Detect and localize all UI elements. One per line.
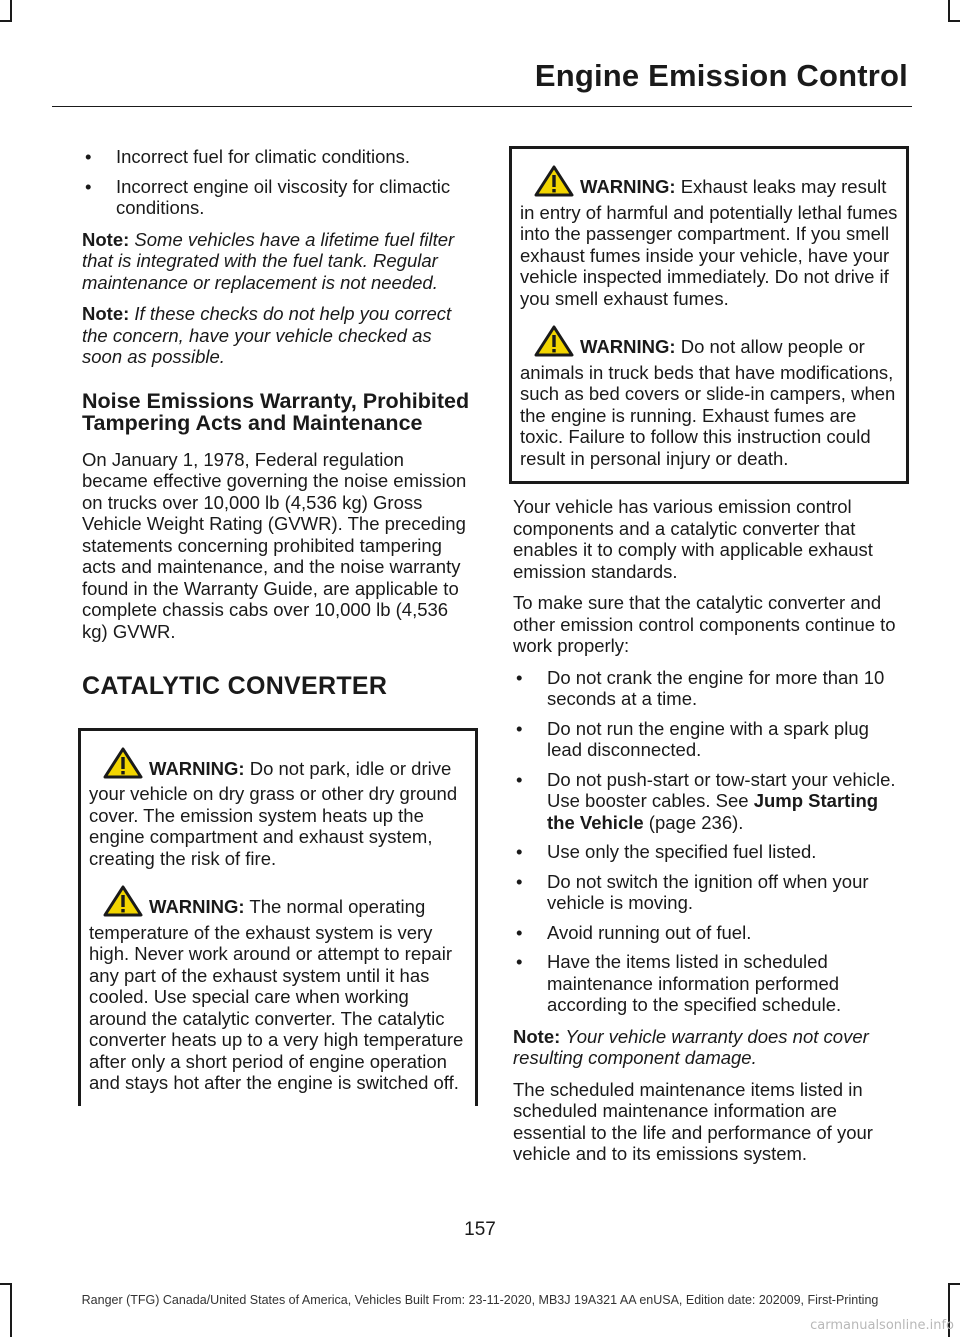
bullet-glyph: • [516,666,523,688]
footer-text: Ranger (TFG) Canada/United States of America, Vehicles Built From: 23-11-2020, MB3J 19A321 AA enUSA, Edition date: 202009, First-Printing [81,1293,879,1307]
bullet-glyph: • [516,870,523,892]
note-paragraph: Note: If these checks do not help you correct the concern, have your vehicle checked as soon as possible. [82,303,452,367]
list-item: • Do not push-start or tow-start your vehicle. Use booster cables. See Jump Starting the Vehicle (page 236). [516,768,896,833]
warning-box [509,146,909,484]
list-item: • Have the items listed in scheduled maintenance information performed according to the specified schedule. [516,951,842,1015]
bullet-glyph: • [85,146,92,167]
body-paragraph: To make sure that the catalytic converter and other emission control components continue to work properly: [513,592,896,656]
section-heading: CATALYTIC CONVERTER [82,672,388,700]
body-paragraph: The scheduled maintenance items listed in scheduled maintenance information are essential to the life and performance of your vehicle and to its emissions system. [513,1078,873,1164]
list-item: • Use only the specified fuel listed. [516,841,817,862]
crop-mark [0,1283,12,1285]
header-rule [52,106,912,107]
crop-mark [948,0,950,22]
warning-triangle-icon [103,747,143,784]
page-number: 157 [464,1219,496,1240]
bullet-glyph: • [516,841,523,862]
crop-mark [0,20,12,22]
warning-triangle-icon [103,885,143,922]
page-title: Engine Emission Control [534,58,908,93]
body-paragraph: On January 1, 1978, Federal regulation became effective governing the noise emission on trucks over 10,000 lb (4,536 kg) Gross Vehicle Weight Rating (GVWR). The preceding statements concerning prohibited tampering acts and maintenance, and the noise warranty found in the Warranty Guide, are applicable to complete chassis cabs over 10,000 lb (4,536 kg) GVWR. [82,448,467,642]
jump-starting-link[interactable]: Jump Starting the Vehicle [547,790,879,833]
bullet-glyph: • [85,175,92,197]
list-item: • Do not switch the ignition off when your vehicle is moving. [516,870,869,913]
warning-paragraph: WARNING: The normal operating temperature of the exhaust system is very high. Never work around or attempt to repair any part of the exhaust system until it has cooled. Use special care when working around the catalytic converter. The catalytic converter heats up to a very high temperature after only a short period of engine operation and stays hot after the engine is switched off. [89,885,469,1094]
note-paragraph: Note: Your vehicle warranty does not cover resulting component damage. [513,1025,869,1068]
right-column [513,146,905,1175]
list-item: • Avoid running out of fuel. [516,921,752,943]
bullet-list [513,667,905,1016]
bullet-glyph: • [516,717,523,739]
crop-mark [948,20,960,22]
warning-box [78,728,478,1106]
note-paragraph: Note: Some vehicles have a lifetime fuel filter that is integrated with the fuel tank. Regular maintenance or replacement is not needed. [82,228,455,293]
warning-paragraph: WARNING: Do not allow people or animals in truck beds that have modifications, such as bed covers or slide-in campers, when the engine is running. Exhaust fumes are toxic. Failure to follow this instruction could result in personal injury or death. [520,325,900,469]
list-item: • Incorrect fuel for climatic conditions. [85,146,411,167]
crop-mark [10,1283,12,1337]
bullet-glyph: • [516,951,523,972]
left-column [82,146,474,1118]
body-paragraph: Your vehicle has various emission control components and a catalytic converter that enables it to comply with applicable exhaust emission standards. [513,496,873,582]
watermark: carmanualsonline.info [810,1318,954,1333]
list-item: • Do not crank the engine for more than 10 seconds at a time. [516,666,885,709]
bullet-glyph: • [516,768,523,790]
warning-paragraph: WARNING: Exhaust leaks may result in entry of harmful and potentially lethal fumes into the passenger compartment. If you smell exhaust fumes inside your vehicle, have your vehicle inspected immediately. Do not drive if you smell exhaust fumes. [520,165,900,309]
warning-triangle-icon [534,165,574,202]
warning-triangle-icon [534,325,574,362]
list-item: • Do not run the engine with a spark plug lead disconnected. [516,717,869,760]
list-item: • Incorrect engine oil viscosity for climactic conditions. [85,175,451,218]
bullet-glyph: • [516,921,523,943]
crop-mark [10,0,12,22]
warning-paragraph: WARNING: Do not park, idle or drive your vehicle on dry grass or other dry ground cover. The emission system heats up the engine compartment and exhaust system, creating the risk of fire. [89,747,469,870]
bullet-list [82,146,474,219]
subsection-heading: Noise Emissions Warranty, Prohibited Tampering Acts and Maintenance [82,388,470,435]
crop-mark [948,1283,960,1285]
